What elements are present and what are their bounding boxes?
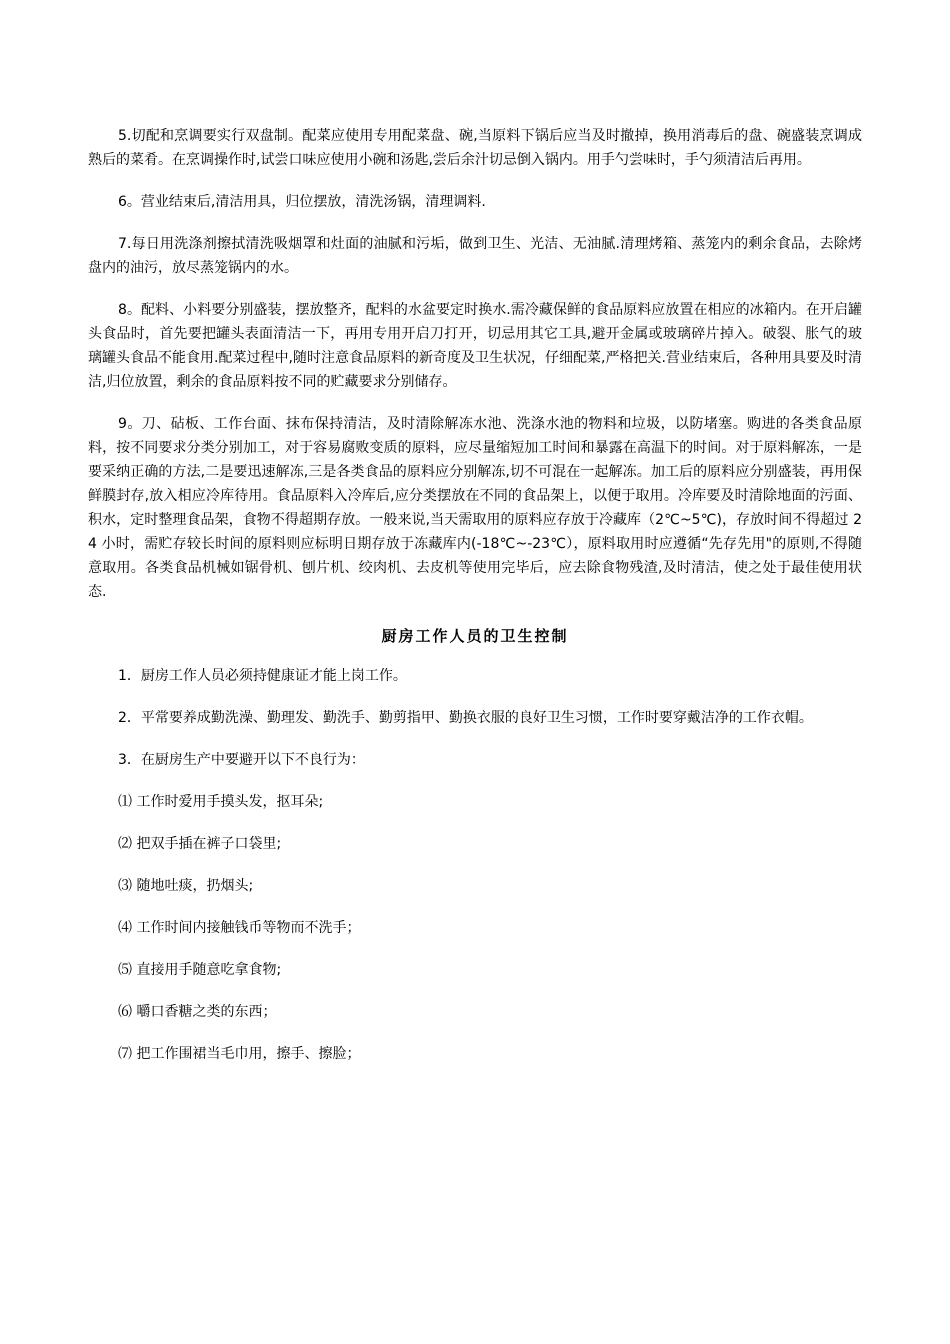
bad-behavior-list xyxy=(88,790,862,1066)
list-item: ⑵ 把双手插在裤子口袋里; xyxy=(118,836,282,852)
paragraph-9: 9。刀、砧板、工作台面、抹布保持清洁，及时清除解冻水池、洗涤水池的物料和垃圾，以防堵塞。购进的各类食品原料，按不同要求分类分别加工，对于容易腐败变质的原料，应尽量缩短加工时间和暴露在高温下的时间。对于原料解冻，一是要采纳正确的方法,二是要迅速解冻,三是各类食品的原料应分别解冻,切不可混在一起解冻。加工后的原料应分别盛装，再用保鲜膜封存,放入相应冷库待用。食品原料入冷库后,应分类摆放在不同的食品架上，以便于取用。冷库要及时清除地面的污面、积水，定时整理食品架，食物不得超期存放。一般来说,当天需取用的原料应存放于冷藏库（2℃~5℃)，存放时间不得超过 24 小时，需贮存较长时间的原料则应标明日期存放于冻藏库内(-18℃~-23℃），原料取用时应遵循“先存先用"的原则,不得随意取用。各类食品机械如锯骨机、刨片机、绞肉机、去皮机等使用完毕后，应去除食物残渣,及时清洁，使之处于最佳使用状态. xyxy=(88,416,862,600)
section-paragraph-2: 2．平常要养成勤洗澡、勤理发、勤洗手、勤剪指甲、勤换衣服的良好卫生习惯，工作时要穿戴洁净的工作衣帽。 xyxy=(118,710,813,726)
list-item: ⑷ 工作时间内接触钱币等物而不洗手； xyxy=(118,920,361,936)
list-item: ⑸ 直接用手随意吃拿食物; xyxy=(118,962,282,978)
list-item: ⑺ 把工作围裙当毛巾用，擦手、擦脸； xyxy=(118,1046,361,1062)
document-page xyxy=(88,124,862,1066)
list-item: ⑶ 随地吐痰，扔烟头; xyxy=(118,878,254,894)
section-title: 厨房工作人员的卫生控制 xyxy=(381,627,569,645)
list-item: ⑹ 嚼口香糖之类的东西； xyxy=(118,1004,277,1020)
section-paragraph-3: 3．在厨房生产中要避开以下不良行为： xyxy=(118,752,365,768)
paragraph-8: 8。配料、小料要分别盛装，摆放整齐，配料的水盆要定时换水.需冷藏保鲜的食品原料应放置在相应的冰箱内。在开启罐头食品时，首先要把罐头表面清洁一下，再用专用开启刀打开，切忌用其它工具,避开金属或玻璃碎片掉入。破裂、胀气的玻璃罐头食品不能食用.配菜过程中,随时注意食品原料的新奇度及卫生状况，仔细配菜,严格把关.营业结束后，各种用具要及时清洁,归位放置，剩余的食品原料按不同的贮藏要求分别储存。 xyxy=(88,302,862,390)
paragraph-7: 7.每日用洗涤剂擦拭清洗吸烟罩和灶面的油腻和污垢，做到卫生、光洁、无油腻.清理烤箱、蒸笼内的剩余食品，去除烤盘内的油污，放尽蒸笼锅内的水。 xyxy=(88,236,862,276)
section-paragraph-1: 1．厨房工作人员必须持健康证才能上岗工作。 xyxy=(118,668,407,684)
paragraph-6: 6。营业结束后,清洁用具，归位摆放，清洗汤锅，清理调料. xyxy=(118,194,486,210)
paragraph-5: 5.切配和烹调要实行双盘制。配菜应使用专用配菜盘、碗,当原料下锅后应当及时撤掉，换用消毒后的盘、碗盛装烹调成熟后的菜肴。在烹调操作时,试尝口味应使用小碗和汤匙,尝后余汁切忌倒入锅内。用手勺尝味时，手勺须清洁后再用。 xyxy=(88,128,862,168)
list-item: ⑴ 工作时爱用手摸头发，抠耳朵; xyxy=(118,794,324,810)
